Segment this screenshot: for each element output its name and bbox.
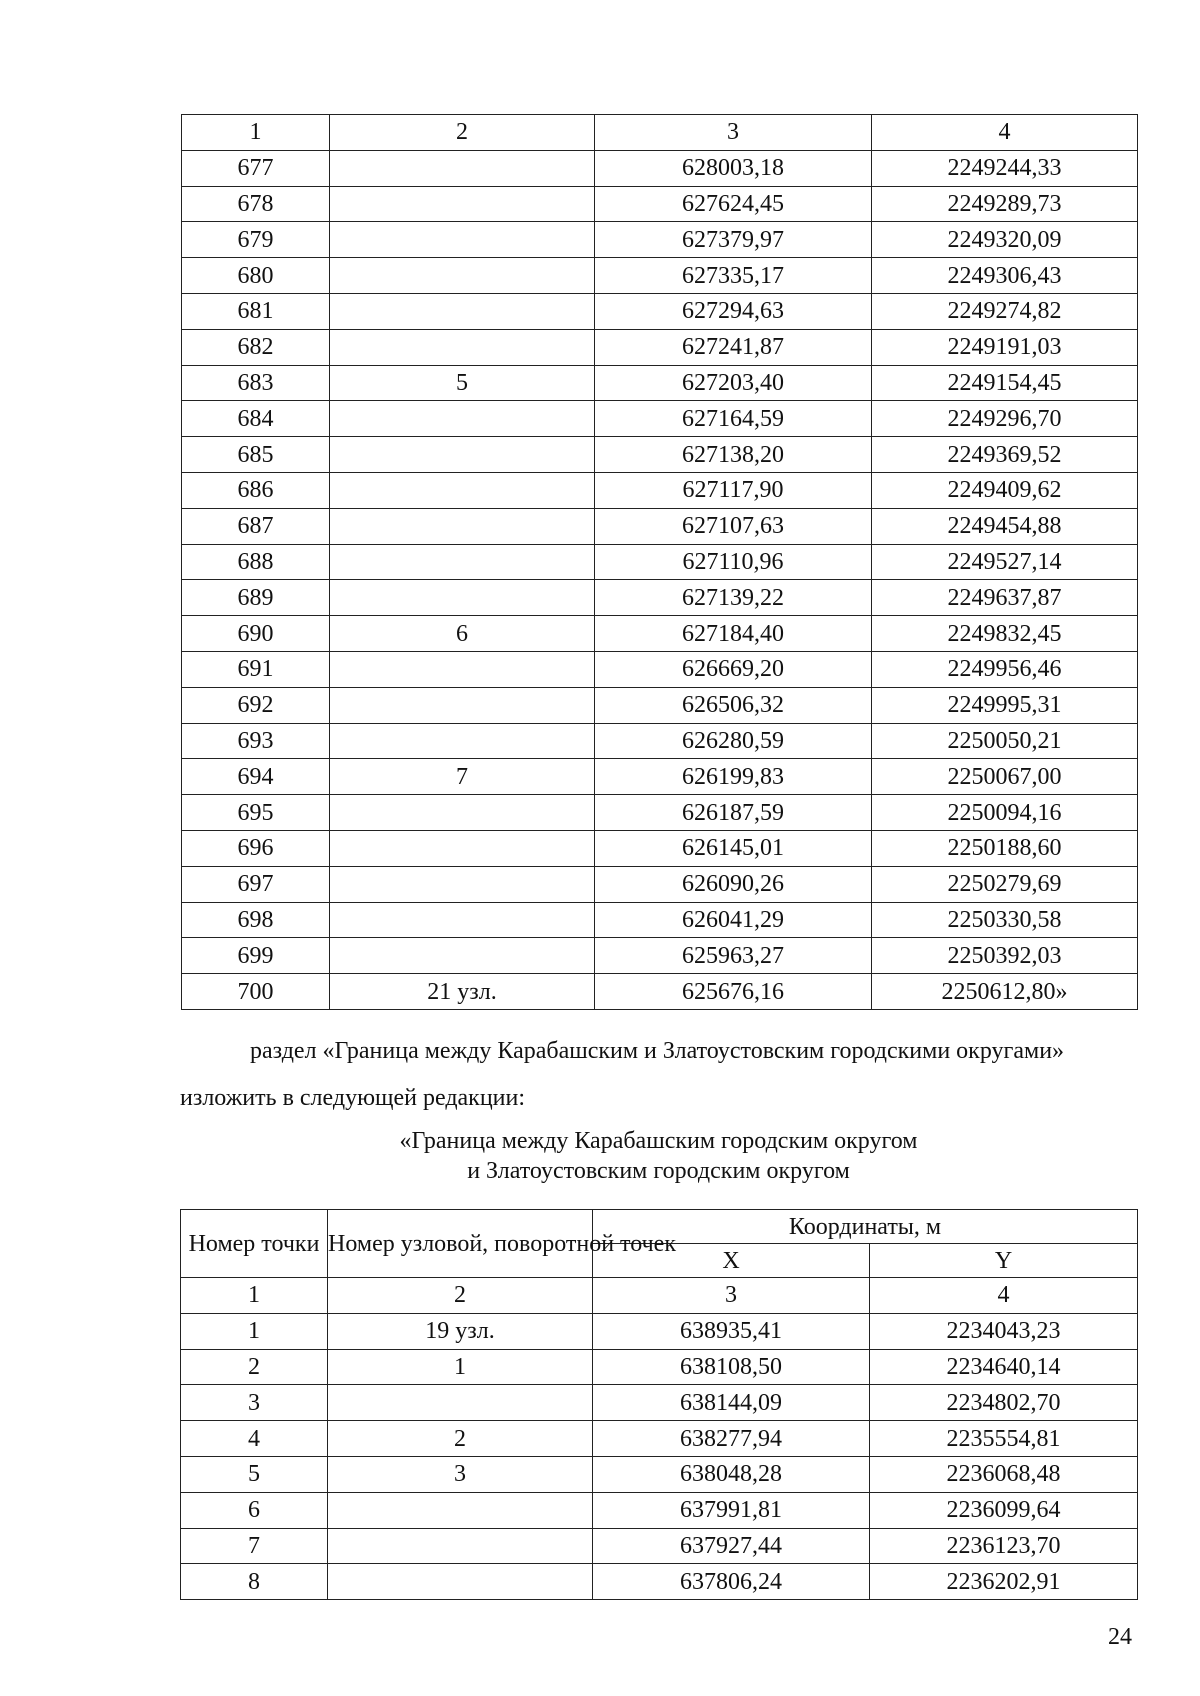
table-cell: 2249296,70 bbox=[872, 401, 1138, 437]
table-cell: 687 bbox=[182, 508, 330, 544]
table-row bbox=[182, 580, 1138, 616]
table-cell: 2 bbox=[328, 1278, 593, 1314]
table-row bbox=[182, 472, 1138, 508]
table-cell: 692 bbox=[182, 687, 330, 723]
table-cell: 3 bbox=[328, 1456, 593, 1492]
table-cell: 2236099,64 bbox=[870, 1492, 1138, 1528]
table-row bbox=[182, 401, 1138, 437]
table-cell: 696 bbox=[182, 830, 330, 866]
table-row bbox=[182, 437, 1138, 473]
table-cell bbox=[330, 795, 595, 831]
table-cell: 626199,83 bbox=[595, 759, 872, 795]
table-cell: 2249995,31 bbox=[872, 687, 1138, 723]
table-cell bbox=[330, 938, 595, 974]
table-cell bbox=[330, 866, 595, 902]
table-row bbox=[182, 222, 1138, 258]
table-cell: 627335,17 bbox=[595, 258, 872, 294]
table-row bbox=[181, 1349, 1138, 1385]
table-cell: 2249244,33 bbox=[872, 150, 1138, 186]
boundary-coordinates-table bbox=[180, 1209, 1138, 1600]
table-cell: 638108,50 bbox=[593, 1349, 870, 1385]
table-cell: 638144,09 bbox=[593, 1385, 870, 1421]
table-row bbox=[182, 866, 1138, 902]
table-cell bbox=[330, 329, 595, 365]
table-row bbox=[181, 1492, 1138, 1528]
table-cell: 626506,32 bbox=[595, 687, 872, 723]
table-cell: 699 bbox=[182, 938, 330, 974]
table-cell: 637806,24 bbox=[593, 1564, 870, 1600]
table-cell bbox=[330, 508, 595, 544]
section-paragraph: раздел «Граница между Карабашским и Златоустовским городскими округами» bbox=[250, 1038, 1065, 1064]
table-cell: 695 bbox=[182, 795, 330, 831]
table-cell bbox=[330, 258, 595, 294]
table-cell: 1 bbox=[182, 115, 330, 151]
table-row bbox=[182, 687, 1138, 723]
table-column-number-row bbox=[181, 1278, 1138, 1314]
table-row bbox=[182, 759, 1138, 795]
table-cell: 2 bbox=[328, 1421, 593, 1457]
table-cell bbox=[330, 723, 595, 759]
header-node-number: Номер узловой, поворотной точек bbox=[328, 1210, 593, 1278]
table-caption-line-2: и Златоустовским городским округом bbox=[467, 1158, 850, 1184]
table-cell: 7 bbox=[181, 1528, 328, 1564]
table-cell: 2250392,03 bbox=[872, 938, 1138, 974]
table-row bbox=[182, 293, 1138, 329]
table-cell: 5 bbox=[181, 1456, 328, 1492]
table-cell: 684 bbox=[182, 401, 330, 437]
table-cell: 625676,16 bbox=[595, 974, 872, 1010]
table-cell bbox=[330, 830, 595, 866]
table-cell: 2249527,14 bbox=[872, 544, 1138, 580]
table-cell: 690 bbox=[182, 616, 330, 652]
table-cell: 627624,45 bbox=[595, 186, 872, 222]
table-cell: 637927,44 bbox=[593, 1528, 870, 1564]
table-row bbox=[182, 616, 1138, 652]
table-cell: 2250067,00 bbox=[872, 759, 1138, 795]
table-cell: 2249409,62 bbox=[872, 472, 1138, 508]
table-row bbox=[181, 1313, 1138, 1349]
table-cell: 627294,63 bbox=[595, 293, 872, 329]
table-cell bbox=[330, 150, 595, 186]
table-cell: 688 bbox=[182, 544, 330, 580]
table-cell bbox=[330, 186, 595, 222]
table-cell: 691 bbox=[182, 651, 330, 687]
page-number: 24 bbox=[1108, 1624, 1132, 1650]
table-cell: 627241,87 bbox=[595, 329, 872, 365]
table-cell bbox=[328, 1492, 593, 1528]
table-cell: 19 узл. bbox=[328, 1313, 593, 1349]
table-cell: 4 bbox=[872, 115, 1138, 151]
table-cell: 2250612,80» bbox=[872, 974, 1138, 1010]
table-row bbox=[182, 974, 1138, 1010]
table-cell bbox=[330, 687, 595, 723]
table-cell: 626145,01 bbox=[595, 830, 872, 866]
table-row bbox=[182, 329, 1138, 365]
table-cell: 689 bbox=[182, 580, 330, 616]
table-cell: 2249454,88 bbox=[872, 508, 1138, 544]
table-row bbox=[182, 186, 1138, 222]
table-cell: 677 bbox=[182, 150, 330, 186]
table-cell: 7 bbox=[330, 759, 595, 795]
table-cell: 2250094,16 bbox=[872, 795, 1138, 831]
table-cell: 3 bbox=[181, 1385, 328, 1421]
table-cell: 628003,18 bbox=[595, 150, 872, 186]
table-cell: 678 bbox=[182, 186, 330, 222]
table-cell: 2235554,81 bbox=[870, 1421, 1138, 1457]
table-cell bbox=[328, 1385, 593, 1421]
table-cell: 637991,81 bbox=[593, 1492, 870, 1528]
table-cell: 627139,22 bbox=[595, 580, 872, 616]
table-cell bbox=[328, 1564, 593, 1600]
table-cell: 2236202,91 bbox=[870, 1564, 1138, 1600]
table-cell: 2250330,58 bbox=[872, 902, 1138, 938]
table-cell bbox=[330, 651, 595, 687]
table-cell: 2249274,82 bbox=[872, 293, 1138, 329]
table-header-row bbox=[182, 115, 1138, 151]
table-cell bbox=[330, 544, 595, 580]
table-cell: 683 bbox=[182, 365, 330, 401]
table-cell: 698 bbox=[182, 902, 330, 938]
header-point-number: Номер точки bbox=[181, 1210, 328, 1278]
table-cell: 4 bbox=[181, 1421, 328, 1457]
table-cell: 626187,59 bbox=[595, 795, 872, 831]
table-cell: 627107,63 bbox=[595, 508, 872, 544]
header-x: X bbox=[593, 1244, 870, 1278]
table-cell: 1 bbox=[328, 1349, 593, 1385]
table-cell: 2249637,87 bbox=[872, 580, 1138, 616]
table-row bbox=[182, 902, 1138, 938]
header-coordinates: Координаты, м bbox=[593, 1210, 1138, 1244]
table-row bbox=[182, 544, 1138, 580]
table-cell bbox=[330, 401, 595, 437]
table-cell: 1 bbox=[181, 1278, 328, 1314]
table-cell: 700 bbox=[182, 974, 330, 1010]
table-row bbox=[181, 1421, 1138, 1457]
table-cell: 685 bbox=[182, 437, 330, 473]
table-cell: 2250050,21 bbox=[872, 723, 1138, 759]
table-cell: 697 bbox=[182, 866, 330, 902]
table-row bbox=[182, 830, 1138, 866]
table-row bbox=[181, 1385, 1138, 1421]
table-row bbox=[182, 795, 1138, 831]
table-cell: 3 bbox=[593, 1278, 870, 1314]
table-cell bbox=[330, 472, 595, 508]
table-cell: 2234802,70 bbox=[870, 1385, 1138, 1421]
table-row bbox=[182, 365, 1138, 401]
table-cell: 8 bbox=[181, 1564, 328, 1600]
section-paragraph-continuation: изложить в следующей редакции: bbox=[180, 1085, 526, 1111]
table-cell: 627379,97 bbox=[595, 222, 872, 258]
table-cell bbox=[330, 222, 595, 258]
table-cell: 627117,90 bbox=[595, 472, 872, 508]
table-cell: 625963,27 bbox=[595, 938, 872, 974]
table-cell: 626041,29 bbox=[595, 902, 872, 938]
table-row bbox=[181, 1456, 1138, 1492]
table-row bbox=[182, 150, 1138, 186]
table-cell: 627110,96 bbox=[595, 544, 872, 580]
table-cell: 680 bbox=[182, 258, 330, 294]
table-cell: 6 bbox=[181, 1492, 328, 1528]
table-caption-line-1: «Граница между Карабашским городским округом bbox=[399, 1128, 918, 1154]
table-cell: 638048,28 bbox=[593, 1456, 870, 1492]
table-cell: 2249191,03 bbox=[872, 329, 1138, 365]
table-cell: 2 bbox=[181, 1349, 328, 1385]
table-cell bbox=[330, 437, 595, 473]
table-cell: 2236123,70 bbox=[870, 1528, 1138, 1564]
table-row bbox=[182, 508, 1138, 544]
table-cell: 686 bbox=[182, 472, 330, 508]
coordinates-table-continued bbox=[181, 114, 1138, 1010]
table-cell: 2249289,73 bbox=[872, 186, 1138, 222]
table-cell: 2234640,14 bbox=[870, 1349, 1138, 1385]
table-cell: 682 bbox=[182, 329, 330, 365]
table-cell: 1 bbox=[181, 1313, 328, 1349]
table-cell: 679 bbox=[182, 222, 330, 258]
table-cell: 626669,20 bbox=[595, 651, 872, 687]
table-cell bbox=[330, 580, 595, 616]
table-cell: 6 bbox=[330, 616, 595, 652]
table-cell: 2 bbox=[330, 115, 595, 151]
table-cell: 693 bbox=[182, 723, 330, 759]
table-cell: 2250188,60 bbox=[872, 830, 1138, 866]
table-row bbox=[181, 1564, 1138, 1600]
table-cell: 627203,40 bbox=[595, 365, 872, 401]
table-row bbox=[182, 723, 1138, 759]
table-cell: 638277,94 bbox=[593, 1421, 870, 1457]
table-cell: 627164,59 bbox=[595, 401, 872, 437]
table-row bbox=[182, 938, 1138, 974]
table-cell: 2249154,45 bbox=[872, 365, 1138, 401]
table-cell: 5 bbox=[330, 365, 595, 401]
table-cell: 3 bbox=[595, 115, 872, 151]
table-cell: 2249369,52 bbox=[872, 437, 1138, 473]
table-cell: 626280,59 bbox=[595, 723, 872, 759]
table-cell: 2236068,48 bbox=[870, 1456, 1138, 1492]
table-cell: 2250279,69 bbox=[872, 866, 1138, 902]
table-cell: 627184,40 bbox=[595, 616, 872, 652]
table-cell bbox=[328, 1528, 593, 1564]
table-cell: 2249320,09 bbox=[872, 222, 1138, 258]
table-cell: 627138,20 bbox=[595, 437, 872, 473]
table-cell: 638935,41 bbox=[593, 1313, 870, 1349]
table-cell: 681 bbox=[182, 293, 330, 329]
header-y: Y bbox=[870, 1244, 1138, 1278]
table-row bbox=[182, 651, 1138, 687]
table-cell: 2249306,43 bbox=[872, 258, 1138, 294]
table-cell: 694 bbox=[182, 759, 330, 795]
table-cell bbox=[330, 293, 595, 329]
table-cell: 21 узл. bbox=[330, 974, 595, 1010]
table-cell: 626090,26 bbox=[595, 866, 872, 902]
table-row bbox=[182, 258, 1138, 294]
table-cell: 2234043,23 bbox=[870, 1313, 1138, 1349]
table-row bbox=[181, 1528, 1138, 1564]
table-cell: 2249832,45 bbox=[872, 616, 1138, 652]
table-cell: 2249956,46 bbox=[872, 651, 1138, 687]
table-cell: 4 bbox=[870, 1278, 1138, 1314]
table-cell bbox=[330, 902, 595, 938]
